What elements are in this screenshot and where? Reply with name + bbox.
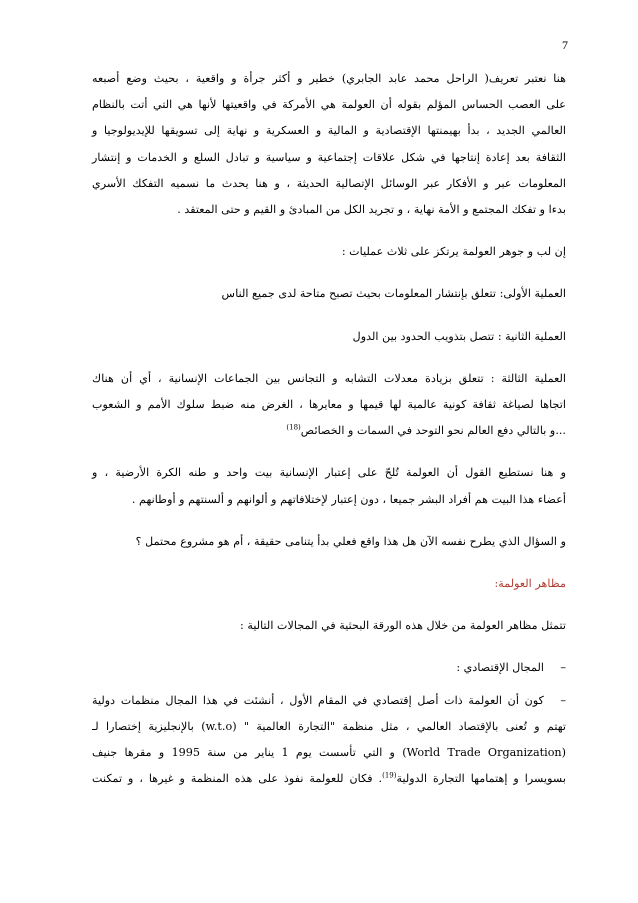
text-line: المعلومات عبر و الأفكار عبر الوسائل الإتصالية الحديثة ، و هنا يحدث ما نسميه التفكك الأسري bbox=[92, 176, 566, 190]
text-line: على العصب الحساس المؤلم بقوله أن العولمة هي الأمركة في واقعيتها لأنها هي التي أتت بالنظام bbox=[92, 98, 566, 112]
text-line: أعضاء هذا البيت هم أفراد البشر جميعا ، دون إعتبار لإختلافاتهم و ألوانهم و ألسنتهم و أوطانهم . bbox=[131, 492, 566, 506]
text-line: العالمي الجديد ، بدأ بهيمنتها الإقتصادية و المالية و العسكرية و نهاية إلى تسويقها للإيديولوجيا و bbox=[92, 124, 566, 138]
process-second: العملية الثانية : تتصل بتذويب الحدود بين الدول bbox=[352, 329, 566, 343]
text-line: اتجاها لصياغة ثقافة كونية عالمية لها قيمها و معايرها ، الغرض منه ضبط سلوك الأمم و الشعوب bbox=[92, 398, 566, 412]
question-line: و السؤال الذي يطرح نفسه الآن هل هذا واقع فعلي بدأ يتنامى حقيقة ، أم هو مشروع محتمل ؟ bbox=[135, 534, 566, 548]
list-item-economic-title bbox=[92, 655, 566, 681]
footnote-reference: (19) bbox=[382, 771, 397, 780]
text-segment: . فكان للعولمة نفوذ على هذه المنظمة و غيرها ، و تمكنت bbox=[92, 772, 383, 786]
section-heading: مظاهر العولمة: bbox=[494, 577, 566, 591]
list-item-label: المجال الإقتصادي : bbox=[456, 661, 544, 675]
text-line: العملية الثالثة : تتعلق بزيادة معدلات التشابه و التجانس بين الجماعات الإنسانية ، أي أن هناك bbox=[92, 371, 566, 385]
page-number: 7 bbox=[562, 38, 568, 52]
process-third bbox=[92, 366, 566, 445]
text-line bbox=[92, 418, 566, 444]
text-line: و هنا نستطيع القول أن العولمة تُلحّ على إعتبار الإنسانية بيت واحد و طنه الكرة الأرضية ، و bbox=[92, 466, 566, 480]
text-segment: كون أن العولمة ذات أصل إقتصادي في المقام الأول ، أنشئت في هذا المجال منظمات دولية bbox=[92, 693, 544, 707]
text-line: هنا نعتبر تعريف( الراحل محمد عابد الجابري) خطير و أكثر جرأة و واقعية ، بحيث وضع أصبعه bbox=[92, 72, 566, 85]
processes-intro: إن لب و جوهر العولمة يرتكز على ثلاث عمليات : bbox=[341, 245, 566, 259]
document-body bbox=[92, 66, 566, 792]
bullet-dash-icon: – bbox=[560, 661, 566, 675]
text-line: بدءا و تفكك المجتمع و الأمة نهاية ، و تجريد الكل من المبادئ و القيم و حتى المعتقد . bbox=[177, 203, 566, 217]
paragraph-definition bbox=[92, 66, 566, 223]
section-intro: تتمثل مظاهر العولمة من خلال هذه الورقة البحثية في المجالات التالية : bbox=[240, 619, 566, 633]
text-segment: ...و بالتالي دفع العالم نحو التوحد في السمات و الخصائص bbox=[300, 424, 566, 438]
text-line bbox=[92, 766, 566, 792]
footnote-reference: (18) bbox=[286, 423, 301, 432]
paragraph-conclusion bbox=[92, 460, 566, 512]
text-line: تهتم و تُعنى بالإقتصاد العالمي ، مثل منظمة "التجارة العالمية " (w.t.o) بالإنجليزية إختصارا لـ bbox=[92, 719, 567, 733]
process-first: العملية الأولى: تتعلق بإنتشار المعلومات بحيث تصبح متاحة لدى جميع الناس bbox=[221, 287, 566, 301]
text-line bbox=[92, 688, 566, 714]
text-segment: بسويسرا و إهتمامها التجارة الدولية bbox=[396, 772, 567, 786]
list-item-economic-body bbox=[92, 688, 566, 793]
text-line: (World Trade Organization) و التي تأسست يوم 1 يناير من سنة 1995 و مقرها جنيف bbox=[92, 746, 567, 760]
bullet-dash-icon: – bbox=[560, 693, 566, 707]
text-line: الثقافة بعد إعادة إنتاجها في شكل علاقات إجتماعية و سياسية و تبادل السلع و الخدمات و إنتشار bbox=[92, 150, 566, 164]
